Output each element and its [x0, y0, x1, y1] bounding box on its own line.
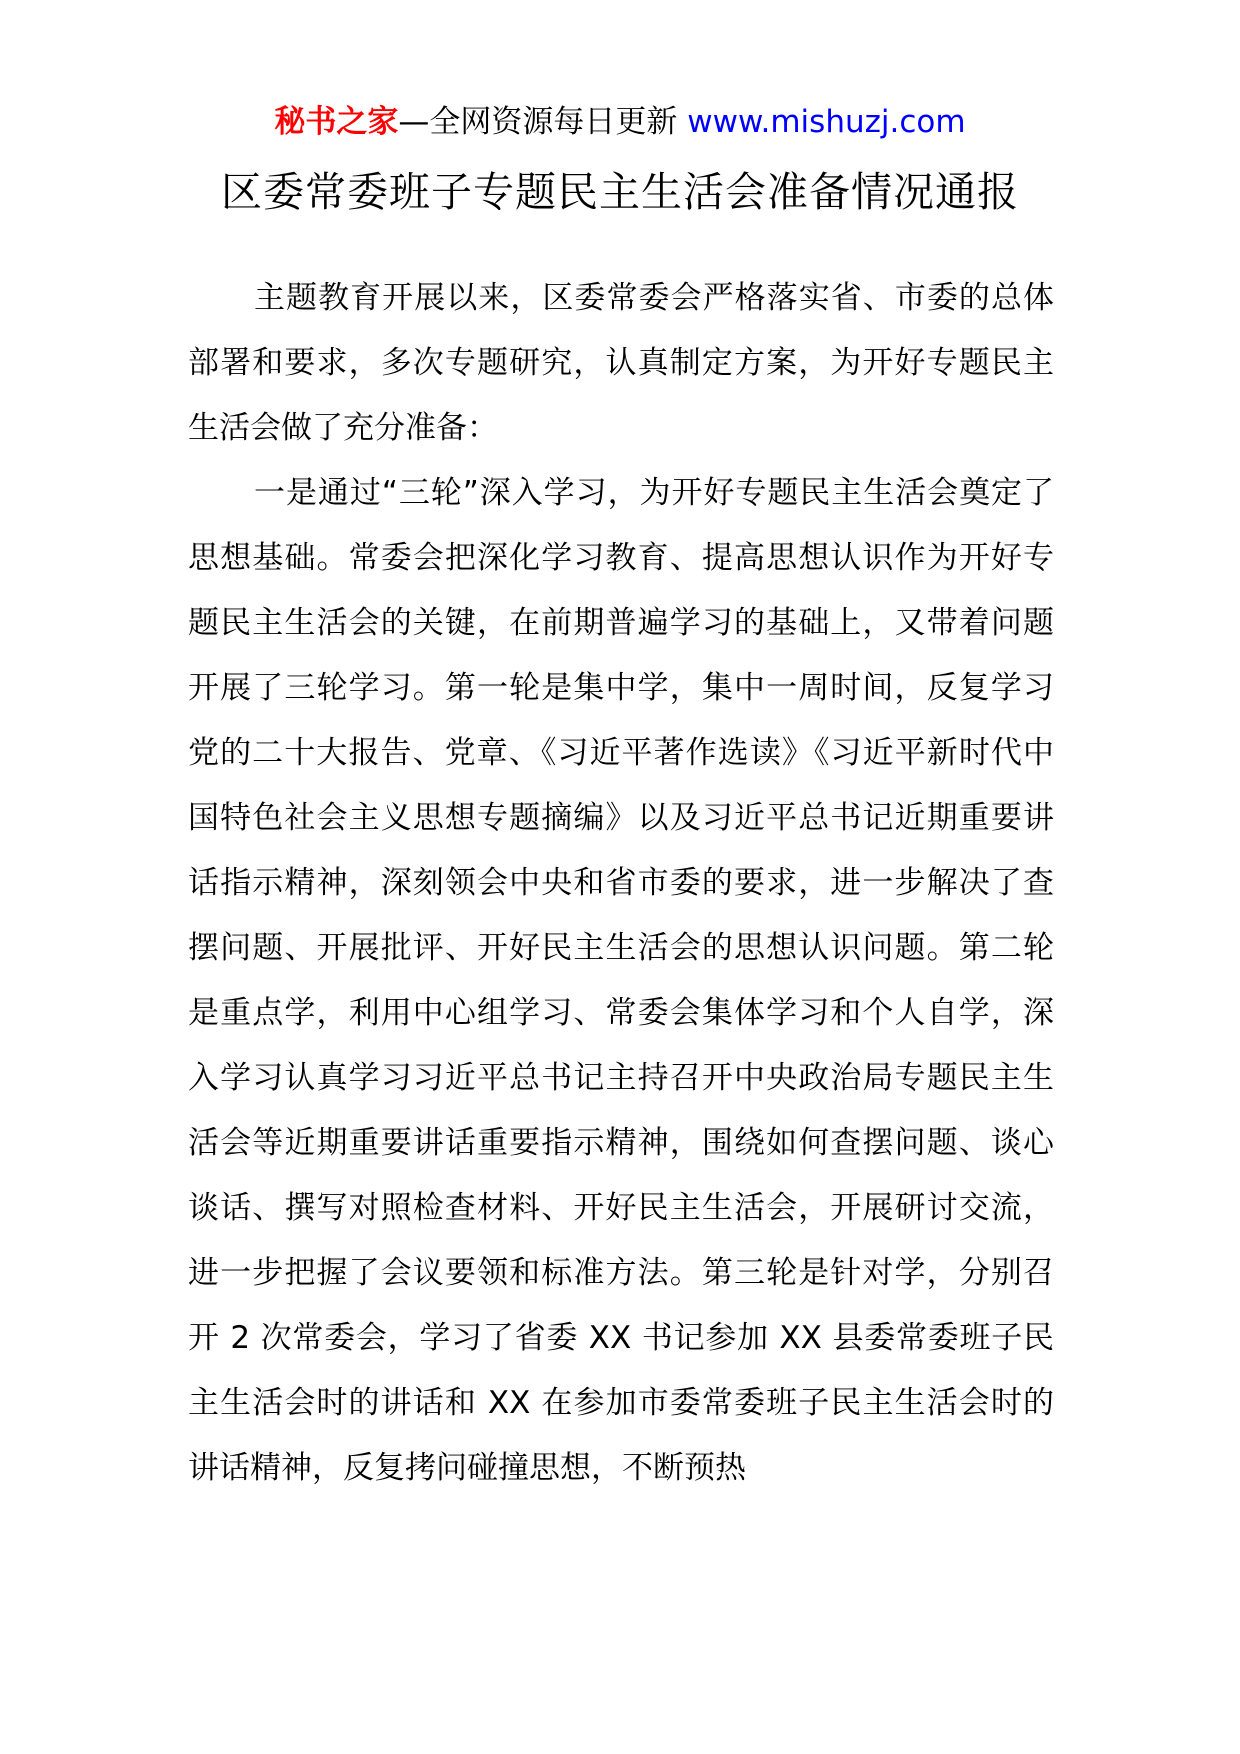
header-tagline: —全网资源每日更新 — [398, 104, 688, 140]
paragraph-intro: 主题教育开展以来，区委常委会严格落实省、市委的总体部署和要求，多次专题研究，认真制定方案，为开好专题民主生活会做了充分准备： — [188, 280, 1054, 446]
document-body — [188, 266, 1054, 1501]
document-title: 区委常委班子专题民主生活会准备情况通报 — [221, 168, 1019, 216]
brand-name: 秘书之家 — [274, 104, 399, 140]
site-header — [0, 100, 1240, 144]
paragraph-study: 一是通过“三轮”深入学习，为开好专题民主生活会奠定了思想基础。常委会把深化学习教育、提高思想认识作为开好专题民主生活会的关键，在前期普遍学习的基础上，又带着问题开展了三轮学习。第一轮是集中学，集中一周时间，反复学习党的二十大报告、党章、《习近平著作选读》《习近平新时代中国特色社会主义思想专题摘编》以及习近平总书记近期重要讲话指示精神，深刻领会中央和省市委的要求，进一步解决了查摆问题、开展批评、开好民主生活会的思想认识问题。第二轮是重点学，利用中心组学习、常委会集体学习和个人自学，深入学习认真学习习近平总书记主持召开中央政治局专题民主生活会等近期重要讲话重要指示精神，围绕如何查摆问题、谈心谈话、撰写对照检查材料、开好民主生活会，开展研讨交流，进一步把握了会议要领和标准方法。第三轮是针对学，分别召开 2 次常委会，学习了省委 XX 书记参加 XX 县委常委班子民主生活会时的讲话和 XX 在参加市委常委班子民主生活会时的讲话精神，反复拷问碰撞思想，不断预热 — [188, 475, 1054, 1486]
site-url-link[interactable]: www.mishuzj.com — [687, 104, 966, 140]
